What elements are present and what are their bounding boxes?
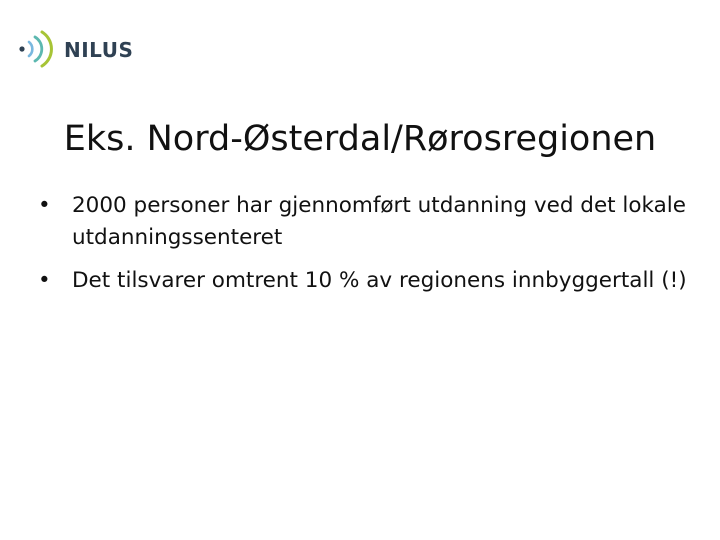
slide-title: Eks. Nord-Østerdal/Rørosregionen (63, 119, 657, 159)
bullet-text: Det tilsvarer omtrent 10 % av regionens innbyggertall (!) (72, 268, 687, 293)
logo-wordmark: NILUS (64, 38, 134, 62)
bullet-marker: • (38, 193, 51, 218)
bullet-item (38, 190, 698, 254)
bullet-text: 2000 personer har gjennomført utdanning ved det lokale utdanningssenteret (72, 193, 687, 250)
signal-waves-icon (14, 28, 64, 70)
bullet-marker: • (38, 268, 51, 293)
nilus-logo (14, 28, 133, 70)
bullet-list (38, 190, 698, 308)
bullet-item (38, 265, 698, 297)
